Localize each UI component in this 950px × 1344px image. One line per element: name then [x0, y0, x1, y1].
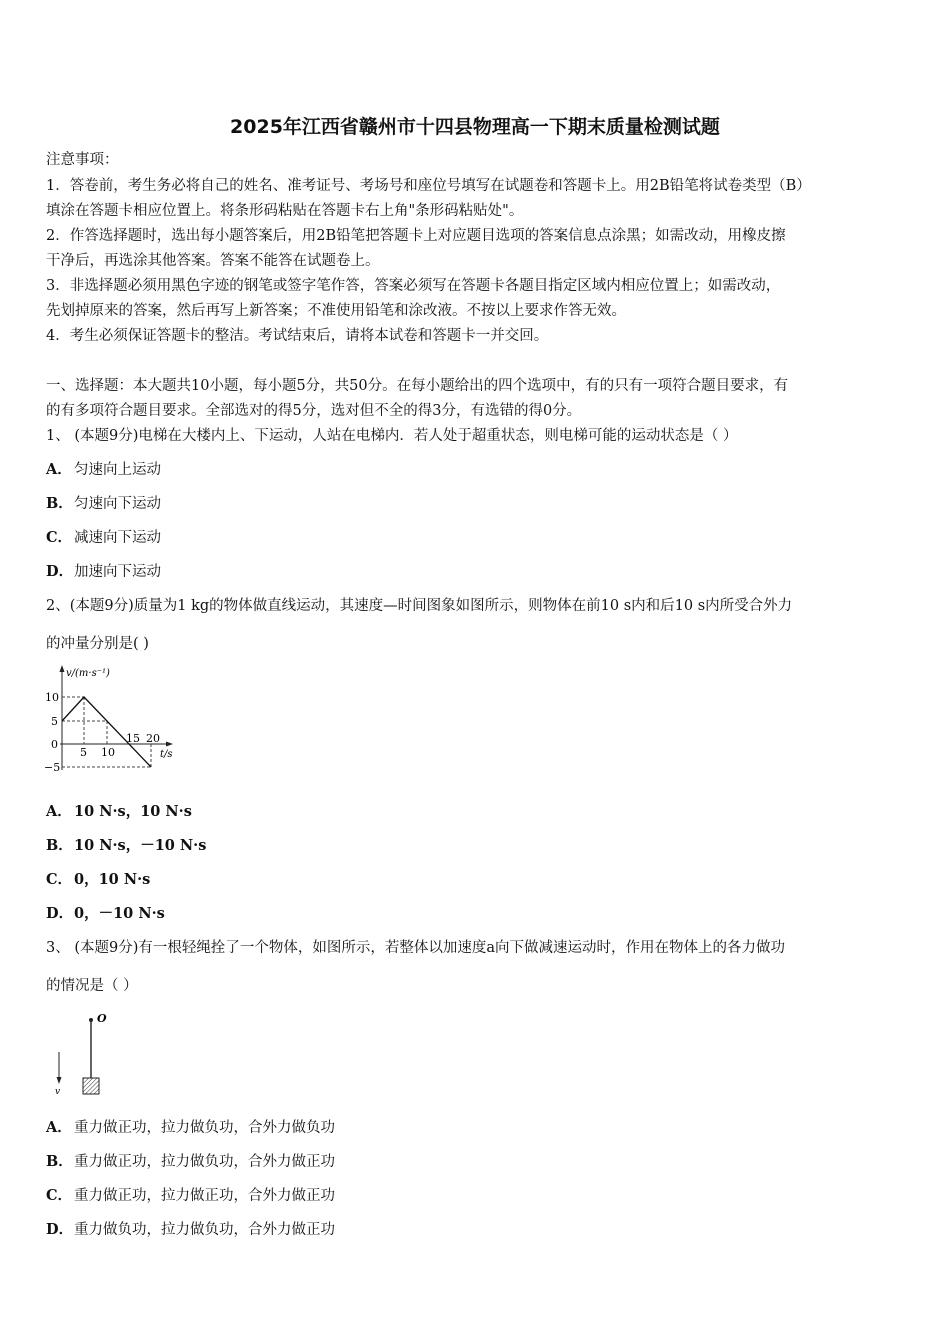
option-text: 减速向下运动: [74, 530, 161, 546]
question-1-option-d: [46, 562, 161, 582]
point-label: O: [97, 1012, 107, 1025]
x-tick-label: 15: [126, 732, 140, 745]
option-text: 0，10 N·s: [74, 871, 151, 888]
option-text: 重力做正功，拉力做负功，合外力做负功: [74, 1120, 335, 1136]
question-1-stem: 1、 (本题9分)电梯在大楼内上、下运动，人站在电梯内．若人处于超重状态，则电梯可能的运动状态是（ ）: [46, 428, 738, 444]
question-3-option-b: [46, 1152, 335, 1172]
y-tick-label: 0: [51, 738, 58, 751]
velocity-label: v: [55, 1087, 61, 1097]
question-3-option-a: [46, 1118, 335, 1138]
section-heading-cont: 的有多项符合题目要求。全部选对的得5分，选对但不全的得3分，有选错的得0分。: [46, 403, 582, 419]
question-1-option-b: [46, 494, 161, 514]
option-letter: D．: [46, 1221, 74, 1238]
option-text: 匀速向下运动: [74, 496, 161, 512]
notice-line: 2．作答选择题时，选出每小题答案后，用2B铅笔把答题卡上对应题目选项的答案信息点涂黑；如需改动，用橡皮擦: [46, 228, 786, 244]
y-tick-label: −5: [44, 761, 61, 774]
option-text: 10 N·s，10 N·s: [74, 803, 192, 820]
question-2-option-a: [46, 802, 192, 822]
question-3-option-c: [46, 1186, 335, 1206]
question-3-option-d: [46, 1220, 335, 1240]
question-3-stem: 3、 (本题9分)有一根轻绳拴了一个物体，如图所示，若整体以加速度a向下做减速运动时，作用在物体上的各力做功: [46, 940, 786, 956]
notice-line: 1．答卷前，考生务必将自己的姓名、准考证号、考场号和座位号填写在试题卷和答题卡上。用2B铅笔将试卷类型（B）: [46, 178, 811, 194]
x-tick-label: 10: [101, 746, 115, 759]
option-letter: D．: [46, 905, 74, 922]
option-text: 加速向下运动: [74, 564, 161, 580]
option-text: 匀速向上运动: [74, 462, 161, 478]
option-letter: A．: [46, 803, 72, 820]
option-text: 0，－10 N·s: [74, 905, 165, 922]
option-letter: D．: [46, 563, 74, 580]
notice-line: 先划掉原来的答案，然后再写上新答案；不准使用铅笔和涂改液。不按以上要求作答无效。: [46, 303, 626, 319]
option-letter: C．: [46, 529, 73, 546]
x-axis-arrow: [166, 742, 173, 747]
notice-heading: 注意事项：: [46, 152, 119, 168]
rope-object-figure: [48, 1008, 118, 1100]
question-2-option-c: [46, 870, 150, 890]
question-3-stem-cont: 的情况是（ ）: [46, 978, 138, 994]
question-2-stem-cont: 的冲量分别是( ): [46, 636, 149, 652]
question-1-option-c: [46, 528, 161, 548]
option-text: 重力做负功，拉力做负功，合外力做正功: [74, 1222, 335, 1238]
y-axis-arrow: [60, 665, 65, 672]
y-tick-label: 5: [51, 715, 58, 728]
option-text: 重力做正功，拉力做正功，合外力做正功: [74, 1188, 335, 1204]
notice-line: 干净后，再选涂其他答案。答案不能答在试题卷上。: [46, 253, 380, 269]
y-tick-label: 10: [45, 691, 59, 704]
option-text: 重力做正功，拉力做负功，合外力做正功: [74, 1154, 335, 1170]
question-1-option-a: [46, 460, 161, 480]
velocity-time-graph: [40, 662, 190, 777]
option-letter: B．: [46, 495, 73, 512]
x-tick-label: 20: [146, 732, 160, 745]
y-axis-label: v/(m·s⁻¹): [66, 668, 110, 679]
notice-line: 3．非选择题必须用黑色字迹的钢笔或签字笔作答，答案必须写在答题卡各题目指定区域内相应位置上；如需改动，: [46, 278, 781, 294]
notice-line: 4．考生必须保证答题卡的整洁。考试结束后，请将本试卷和答题卡一并交回。: [46, 328, 549, 344]
option-letter: A．: [46, 1119, 72, 1136]
section-heading: 一、选择题：本大题共10小题，每小题5分，共50分。在每小题给出的四个选项中，有的只有一项符合题目要求，有: [46, 378, 789, 394]
question-2-option-d: [46, 904, 165, 924]
question-2-stem: 2、(本题9分)质量为1 kg的物体做直线运动，其速度—时间图象如图所示，则物体在前10 s内和后10 s内所受合外力: [46, 598, 793, 614]
option-letter: B．: [46, 837, 73, 854]
option-letter: C．: [46, 1187, 73, 1204]
option-letter: C．: [46, 871, 73, 888]
option-letter: B．: [46, 1153, 73, 1170]
x-tick-label: 5: [80, 746, 87, 759]
notice-line: 填涂在答题卡相应位置上。将条形码粘贴在答题卡右上角"条形码粘贴处"。: [46, 203, 524, 219]
x-axis-label: t/s: [160, 749, 173, 760]
question-2-option-b: [46, 836, 206, 856]
option-text: 10 N·s，－10 N·s: [74, 837, 207, 854]
option-letter: A．: [46, 461, 72, 478]
object-block: [83, 1078, 99, 1094]
velocity-arrow-head: [57, 1077, 62, 1084]
page-title: 2025年江西省赣州市十四县物理高一下期末质量检测试题: [230, 116, 720, 138]
